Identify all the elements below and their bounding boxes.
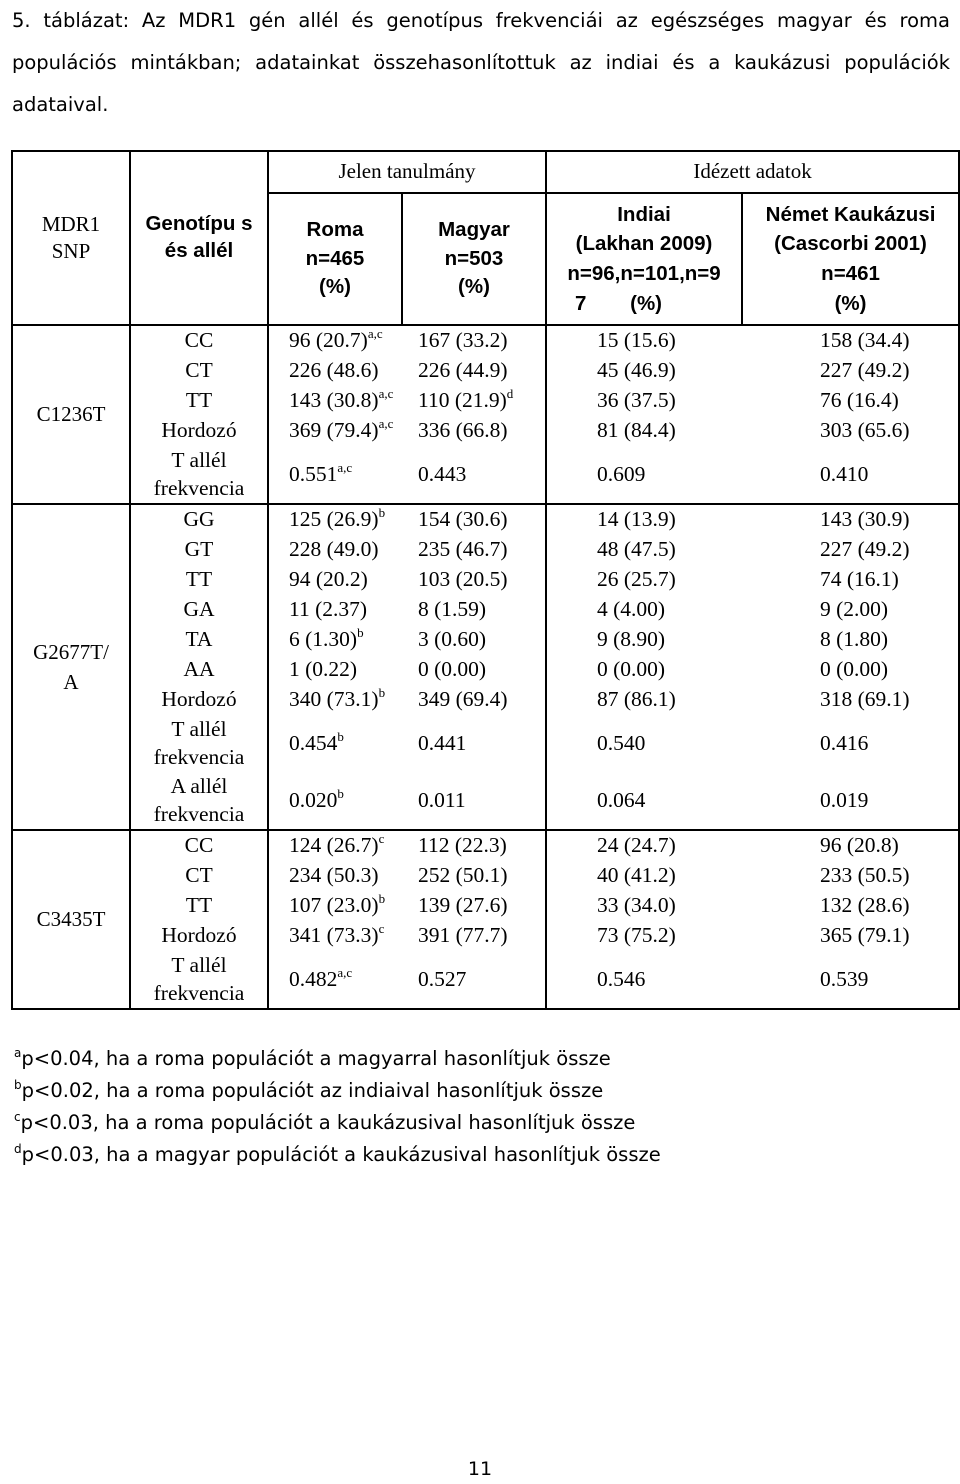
- header-study-group: Jelen tanulmány: [268, 151, 546, 193]
- header-indiai-line4: 7 (%): [575, 291, 662, 315]
- magyar-cell-value: 336 (66.8): [418, 418, 508, 443]
- roma-cell-significance-mark: a,c: [367, 326, 383, 342]
- genotype-label: CT: [185, 358, 213, 383]
- header-nemet-line3: n=461: [821, 262, 880, 285]
- genotype-cell: [130, 416, 268, 446]
- magyar-cell: [402, 625, 546, 655]
- indiai-cell-value: 4 (4.00): [597, 597, 666, 622]
- table-row: [12, 625, 959, 655]
- genotype-cell: [130, 772, 268, 830]
- magyar-cell-value: 0.011: [418, 787, 466, 812]
- nemet-cell: [742, 861, 959, 891]
- genotype-label: CC: [184, 833, 214, 858]
- indiai-cell-value: 0.609: [597, 461, 646, 486]
- indiai-cell: [546, 504, 742, 535]
- table-row: [12, 891, 959, 921]
- magyar-cell-value: 139 (27.6): [418, 893, 508, 918]
- footnote-d-text: p<0.03, ha a magyar populációt a kaukázusival hasonlítjuk össze: [21, 1143, 661, 1166]
- nemet-cell-value: 318 (69.1): [820, 687, 910, 712]
- genotype-table-wrapper: [11, 150, 960, 1010]
- indiai-cell: [546, 565, 742, 595]
- header-genotype-text: Genotípu s és allél: [145, 212, 253, 262]
- genotype-label: T allél frekvencia: [153, 716, 245, 769]
- roma-cell-value: 124 (26.7): [289, 833, 379, 858]
- roma-cell-value: 107 (23.0): [289, 893, 379, 918]
- header-cited-group: Idézett adatok: [546, 151, 959, 193]
- table-row: [12, 830, 959, 861]
- magyar-cell: [402, 416, 546, 446]
- genotype-label: GG: [183, 507, 215, 532]
- genotype-cell: [130, 891, 268, 921]
- nemet-cell-value: 0.410: [820, 461, 869, 486]
- table-body: [12, 325, 959, 1009]
- header-indiai-line1: Indiai: [617, 202, 671, 226]
- nemet-cell: [742, 655, 959, 685]
- magyar-cell: [402, 356, 546, 386]
- genotype-label: TT: [185, 567, 213, 592]
- roma-cell: [268, 891, 402, 921]
- header-nemet-line2: (Cascorbi 2001): [774, 232, 927, 256]
- indiai-cell-value: 0.546: [597, 966, 646, 991]
- genotype-label: A allél frekvencia: [153, 773, 245, 826]
- table-caption: 5. táblázat: Az MDR1 gén allél és genotípus frekvenciái az egészséges magyar és roma populációs mintákban; adatainkat összehasonlítottuk az indiai és a kaukázusi populációk adataival.: [12, 9, 950, 116]
- magyar-cell: [402, 446, 546, 504]
- nemet-cell-value: 0.539: [820, 966, 869, 991]
- header-indiai-line3: n=96,n=101,n=9: [567, 262, 721, 285]
- table-row: [12, 685, 959, 715]
- roma-cell-value: 125 (26.9): [289, 507, 379, 532]
- indiai-cell-value: 24 (24.7): [597, 833, 676, 858]
- nemet-cell: [742, 386, 959, 416]
- roma-cell: [268, 625, 402, 655]
- nemet-cell: [742, 416, 959, 446]
- snp-label: C1236T: [36, 402, 106, 427]
- footnote-d-mark: d: [14, 1142, 22, 1156]
- table-row: [12, 595, 959, 625]
- genotype-label: CT: [185, 863, 213, 888]
- roma-cell-significance-mark: c: [378, 831, 385, 847]
- page-number: 11: [467, 1458, 493, 1480]
- snp-label: C3435T: [36, 907, 106, 932]
- magyar-cell: [402, 891, 546, 921]
- roma-cell-significance-mark: b: [378, 685, 386, 701]
- magyar-cell: [402, 715, 546, 772]
- roma-cell: [268, 504, 402, 535]
- indiai-cell: [546, 685, 742, 715]
- roma-cell-significance-mark: a,c: [378, 416, 394, 432]
- genotype-label: CC: [184, 328, 214, 353]
- header-nemet-line4: (%): [834, 291, 867, 315]
- indiai-cell: [546, 715, 742, 772]
- table-row: [12, 655, 959, 685]
- header-roma: [268, 193, 402, 325]
- nemet-cell: [742, 951, 959, 1009]
- genotype-cell: [130, 685, 268, 715]
- header-magyar-text: Magyar n=503 (%): [438, 217, 510, 299]
- footnote-b-text: p<0.02, ha a roma populációt az indiaival hasonlítjuk össze: [21, 1079, 604, 1102]
- nemet-cell: [742, 565, 959, 595]
- nemet-cell-value: 0.019: [820, 787, 869, 812]
- nemet-cell-value: 0 (0.00): [820, 657, 889, 682]
- header-snp-text: MDR1 SNP: [41, 211, 101, 263]
- magyar-cell: [402, 535, 546, 565]
- header-indiai: [546, 193, 742, 325]
- genotype-label: Hordozó: [161, 418, 237, 443]
- indiai-cell: [546, 446, 742, 504]
- indiai-cell: [546, 595, 742, 625]
- genotype-label: GT: [184, 537, 214, 562]
- indiai-cell-value: 0.064: [597, 787, 646, 812]
- roma-cell: [268, 416, 402, 446]
- indiai-cell: [546, 655, 742, 685]
- indiai-cell-value: 81 (84.4): [597, 418, 676, 443]
- indiai-cell: [546, 625, 742, 655]
- nemet-cell: [742, 356, 959, 386]
- roma-cell: [268, 535, 402, 565]
- indiai-cell: [546, 861, 742, 891]
- roma-cell-significance-mark: c: [378, 921, 385, 937]
- genotype-cell: [130, 715, 268, 772]
- indiai-cell-value: 26 (25.7): [597, 567, 676, 592]
- roma-cell-value: 11 (2.37): [289, 597, 368, 622]
- header-nemet: [742, 193, 959, 325]
- magyar-cell: [402, 386, 546, 416]
- snp-cell: [12, 504, 130, 830]
- genotype-label: Hordozó: [161, 687, 237, 712]
- indiai-cell-value: 87 (86.1): [597, 687, 676, 712]
- roma-cell-value: 226 (48.6): [289, 358, 379, 383]
- roma-cell-value: 0.454: [289, 730, 338, 755]
- genotype-cell: [130, 504, 268, 535]
- magyar-cell: [402, 325, 546, 356]
- nemet-cell-value: 96 (20.8): [820, 833, 899, 858]
- roma-cell: [268, 830, 402, 861]
- roma-cell: [268, 772, 402, 830]
- magyar-cell: [402, 921, 546, 951]
- nemet-cell-value: 132 (28.6): [820, 893, 910, 918]
- nemet-cell-value: 8 (1.80): [820, 627, 889, 652]
- nemet-cell: [742, 625, 959, 655]
- header-indiai-line2: (Lakhan 2009): [575, 232, 713, 256]
- footnote-b-mark: b: [14, 1078, 22, 1092]
- genotype-cell: [130, 655, 268, 685]
- roma-cell-value: 94 (20.2): [289, 567, 368, 592]
- roma-cell-value: 228 (49.0): [289, 537, 379, 562]
- roma-cell-value: 234 (50.3): [289, 863, 379, 888]
- nemet-cell: [742, 891, 959, 921]
- genotype-cell: [130, 921, 268, 951]
- genotype-cell: [130, 356, 268, 386]
- magyar-cell-value: 349 (69.4): [418, 687, 508, 712]
- genotype-label: TA: [185, 627, 213, 652]
- roma-cell-significance-mark: a,c: [378, 386, 394, 402]
- magyar-cell: [402, 685, 546, 715]
- table-row: [12, 951, 959, 1009]
- nemet-cell: [742, 921, 959, 951]
- genotype-cell: [130, 861, 268, 891]
- footnote-a-text: p<0.04, ha a roma populációt a magyarral hasonlítjuk össze: [21, 1047, 611, 1070]
- roma-cell-value: 6 (1.30): [289, 627, 358, 652]
- table-row: [12, 356, 959, 386]
- indiai-cell-value: 36 (37.5): [597, 388, 676, 413]
- table-row: [12, 565, 959, 595]
- nemet-cell: [742, 325, 959, 356]
- magyar-cell: [402, 595, 546, 625]
- roma-cell-value: 1 (0.22): [289, 657, 358, 682]
- indiai-cell-value: 9 (8.90): [597, 627, 666, 652]
- footnote-c: [14, 1108, 661, 1140]
- table-row: [12, 504, 959, 535]
- indiai-cell: [546, 830, 742, 861]
- indiai-cell-value: 40 (41.2): [597, 863, 676, 888]
- table-row: [12, 772, 959, 830]
- table-row: [12, 416, 959, 446]
- table-row: [12, 921, 959, 951]
- nemet-cell-value: 9 (2.00): [820, 597, 889, 622]
- roma-cell-value: 143 (30.8): [289, 388, 379, 413]
- magyar-cell: [402, 655, 546, 685]
- genotype-label: TT: [185, 893, 213, 918]
- roma-cell-value: 0.020: [289, 787, 338, 812]
- nemet-cell: [742, 715, 959, 772]
- indiai-cell-value: 33 (34.0): [597, 893, 676, 918]
- nemet-cell: [742, 685, 959, 715]
- genotype-cell: [130, 565, 268, 595]
- genotype-frequency-table: [11, 150, 960, 1010]
- magyar-cell-value: 226 (44.9): [418, 358, 508, 383]
- nemet-cell-value: 0.416: [820, 730, 869, 755]
- magyar-cell-value: 0.441: [418, 730, 467, 755]
- magyar-cell-value: 3 (0.60): [418, 627, 487, 652]
- nemet-cell-value: 74 (16.1): [820, 567, 899, 592]
- magyar-cell-significance-mark: d: [506, 386, 514, 402]
- footnote-a: [14, 1044, 661, 1076]
- magyar-cell-value: 8 (1.59): [418, 597, 487, 622]
- nemet-cell: [742, 535, 959, 565]
- genotype-cell: [130, 951, 268, 1009]
- roma-cell-value: 341 (73.3): [289, 923, 379, 948]
- genotype-label: Hordozó: [161, 923, 237, 948]
- indiai-cell: [546, 416, 742, 446]
- nemet-cell-value: 143 (30.9): [820, 507, 910, 532]
- roma-cell: [268, 386, 402, 416]
- genotype-cell: [130, 446, 268, 504]
- roma-cell-significance-mark: b: [337, 728, 344, 744]
- genotype-cell: [130, 595, 268, 625]
- genotype-label: T allél frekvencia: [153, 952, 245, 1005]
- header-nemet-line1: Német Kaukázusi: [765, 202, 936, 226]
- magyar-cell: [402, 861, 546, 891]
- roma-cell: [268, 715, 402, 772]
- footnote-a-mark: a: [14, 1046, 22, 1060]
- indiai-cell: [546, 325, 742, 356]
- header-magyar: [402, 193, 546, 325]
- footnote-b: [14, 1076, 661, 1108]
- indiai-cell: [546, 891, 742, 921]
- roma-cell-value: 0.482: [289, 966, 338, 991]
- roma-cell: [268, 446, 402, 504]
- roma-cell-significance-mark: a,c: [337, 459, 353, 475]
- table-row: [12, 325, 959, 356]
- nemet-cell-value: 227 (49.2): [820, 358, 910, 383]
- footnote-c-text: p<0.03, ha a roma populációt a kaukázusival hasonlítjuk össze: [20, 1111, 636, 1134]
- magyar-cell-value: 110 (21.9): [418, 388, 507, 413]
- indiai-cell-value: 14 (13.9): [597, 507, 676, 532]
- header-genotype: [130, 151, 268, 325]
- nemet-cell-value: 158 (34.4): [820, 328, 910, 353]
- roma-cell: [268, 861, 402, 891]
- roma-cell-value: 96 (20.7): [289, 328, 368, 353]
- roma-cell-value: 340 (73.1): [289, 687, 379, 712]
- genotype-label: GA: [183, 597, 215, 622]
- roma-cell: [268, 325, 402, 356]
- genotype-label: AA: [183, 657, 215, 682]
- genotype-cell: [130, 625, 268, 655]
- genotype-cell: [130, 535, 268, 565]
- table-row: [12, 861, 959, 891]
- genotype-cell: [130, 386, 268, 416]
- snp-cell: [12, 830, 130, 1009]
- indiai-cell-value: 45 (46.9): [597, 358, 676, 383]
- indiai-cell: [546, 386, 742, 416]
- table-row: [12, 715, 959, 772]
- magyar-cell-value: 0.443: [418, 461, 467, 486]
- magyar-cell-value: 391 (77.7): [418, 923, 508, 948]
- indiai-cell: [546, 921, 742, 951]
- roma-cell: [268, 921, 402, 951]
- magyar-cell-value: 235 (46.7): [418, 537, 508, 562]
- snp-label: G2677T/ A: [33, 639, 109, 694]
- indiai-cell-value: 48 (47.5): [597, 537, 676, 562]
- magyar-cell: [402, 504, 546, 535]
- table-row: [12, 446, 959, 504]
- indiai-cell: [546, 772, 742, 830]
- roma-cell: [268, 655, 402, 685]
- roma-cell: [268, 565, 402, 595]
- magyar-cell-value: 0.527: [418, 966, 467, 991]
- nemet-cell-value: 227 (49.2): [820, 537, 910, 562]
- nemet-cell-value: 233 (50.5): [820, 863, 910, 888]
- magyar-cell-value: 112 (22.3): [418, 833, 507, 858]
- indiai-cell: [546, 951, 742, 1009]
- table-row: [12, 386, 959, 416]
- nemet-cell: [742, 595, 959, 625]
- footnote-c-mark: c: [14, 1110, 21, 1124]
- indiai-cell-value: 0 (0.00): [597, 657, 666, 682]
- nemet-cell-value: 365 (79.1): [820, 923, 910, 948]
- indiai-cell-value: 73 (75.2): [597, 923, 676, 948]
- magyar-cell-value: 252 (50.1): [418, 863, 508, 888]
- roma-cell: [268, 356, 402, 386]
- magyar-cell-value: 154 (30.6): [418, 507, 508, 532]
- roma-cell-significance-mark: a,c: [337, 964, 353, 980]
- header-snp: [12, 151, 130, 325]
- roma-cell: [268, 951, 402, 1009]
- roma-cell-significance-mark: b: [357, 625, 364, 641]
- genotype-cell: [130, 325, 268, 356]
- magyar-cell: [402, 565, 546, 595]
- magyar-cell-value: 103 (20.5): [418, 567, 508, 592]
- nemet-cell: [742, 504, 959, 535]
- magyar-cell-value: 0 (0.00): [418, 657, 487, 682]
- nemet-cell-value: 76 (16.4): [820, 388, 899, 413]
- magyar-cell: [402, 951, 546, 1009]
- roma-cell-significance-mark: b: [378, 891, 386, 907]
- magyar-cell-value: 167 (33.2): [418, 328, 508, 353]
- footnote-d: [14, 1140, 661, 1172]
- genotype-cell: [130, 830, 268, 861]
- roma-cell-significance-mark: b: [378, 505, 386, 521]
- indiai-cell: [546, 535, 742, 565]
- snp-cell: [12, 325, 130, 504]
- roma-cell: [268, 595, 402, 625]
- indiai-cell-value: 15 (15.6): [597, 328, 676, 353]
- table-row: [12, 535, 959, 565]
- footnotes: [14, 1044, 661, 1172]
- roma-cell-significance-mark: b: [337, 785, 344, 801]
- nemet-cell: [742, 772, 959, 830]
- header-roma-text: Roma n=465 (%): [305, 217, 365, 299]
- nemet-cell-value: 303 (65.6): [820, 418, 910, 443]
- nemet-cell: [742, 830, 959, 861]
- genotype-label: TT: [185, 388, 213, 413]
- roma-cell-value: 369 (79.4): [289, 418, 379, 443]
- indiai-cell: [546, 356, 742, 386]
- nemet-cell: [742, 446, 959, 504]
- roma-cell-value: 0.551: [289, 461, 338, 486]
- genotype-label: T allél frekvencia: [153, 447, 245, 500]
- magyar-cell: [402, 830, 546, 861]
- magyar-cell: [402, 772, 546, 830]
- roma-cell: [268, 685, 402, 715]
- indiai-cell-value: 0.540: [597, 730, 646, 755]
